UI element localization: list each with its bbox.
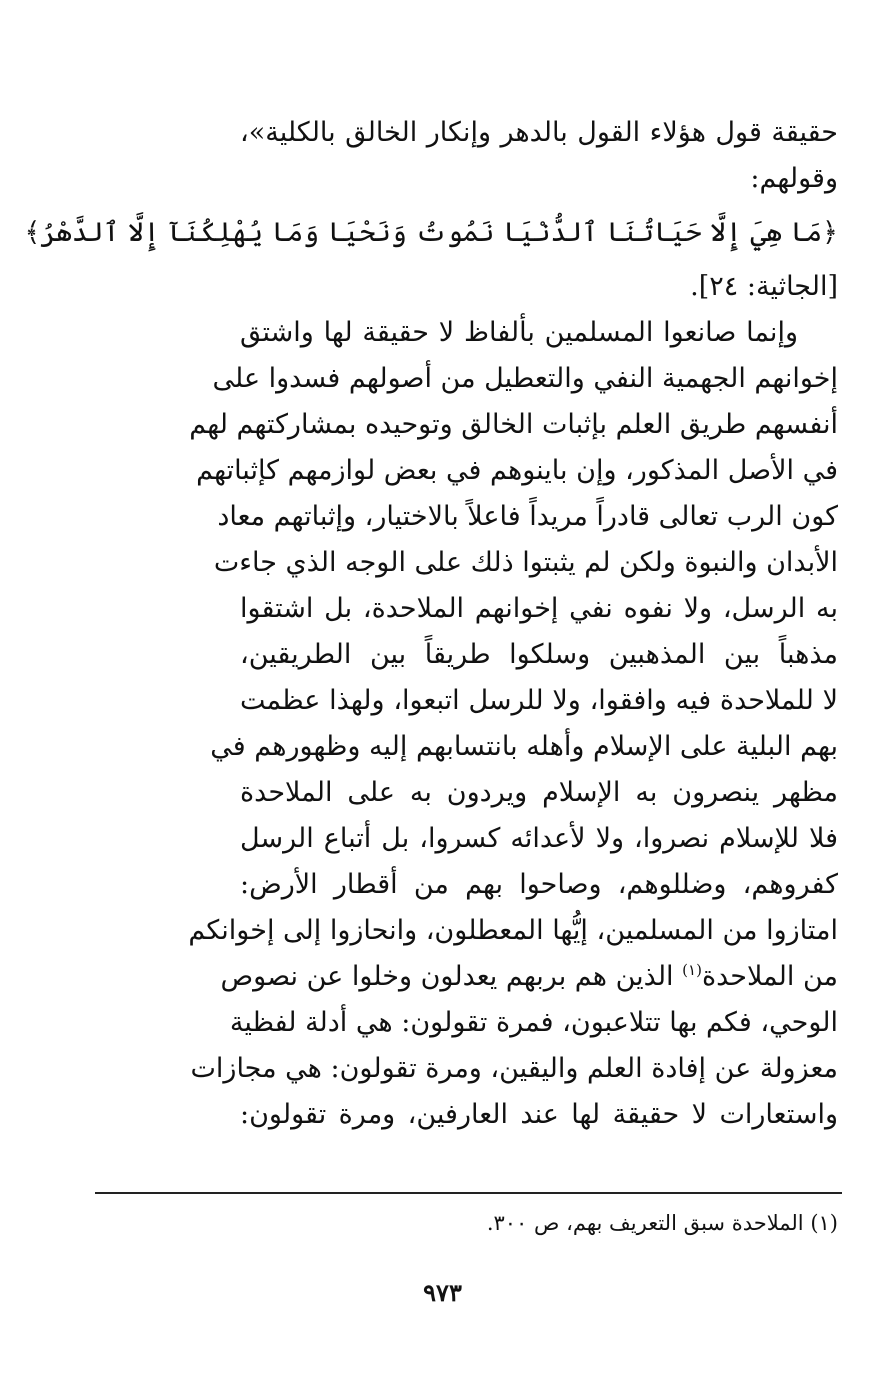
text-line: معزولة عن إفادة العلم واليقين، ومرة تقولون: هي مجازات xyxy=(190,1053,838,1084)
text-line: به الرسل، ولا نفوه نفي إخوانهم الملاحدة، بل اشتقوا xyxy=(240,593,838,624)
text-line: الوحي، فكم بها تتلاعبون، فمرة تقولون: هي أدلة لفظية xyxy=(229,1007,838,1038)
page-number: ٩٧٣ xyxy=(423,1278,462,1307)
footnote-divider xyxy=(95,1192,842,1194)
verse-reference: [الجاثية: ٢٤]. xyxy=(690,271,838,302)
text-line: حقيقة قول هؤلاء القول بالدهر وإنكار الخالق بالكلية»، xyxy=(240,117,838,148)
text-line: لا للملاحدة فيه وافقوا، ولا للرسل اتبعوا، ولهذا عظمت xyxy=(240,685,838,716)
main-text-block xyxy=(24,110,838,1138)
text-line: وقولهم: xyxy=(750,163,838,194)
text-line: أنفسهم طريق العلم بإثبات الخالق وتوحيده بمشاركتهم لهم xyxy=(189,409,838,440)
text-line: إخوانهم الجهمية النفي والتعطيل من أصولهم فسدوا على xyxy=(212,363,838,394)
quran-verse: ﴿مَا هِيَ إِلَّا حَيَاتُنَا ٱلدُّنْيَا نَمُوتُ وَنَحْيَا وَمَا يُهْلِكُنَآ إِلَّا ٱلدَّهْرُ﴾ xyxy=(24,217,838,248)
text-line: في الأصل المذكور، وإن باينوهم في بعض لوازمهم كإثباتهم xyxy=(196,455,838,486)
footnote-marker: (١) xyxy=(682,961,702,979)
text-line: واستعارات لا حقيقة لها عند العارفين، ومرة تقولون: xyxy=(240,1099,838,1130)
text-segment: الذين هم بربهم يعدلون وخلوا عن نصوص xyxy=(220,961,674,992)
text-line-with-footnote xyxy=(220,954,838,1000)
text-segment: من الملاحدة xyxy=(701,961,838,992)
text-line: الأبدان والنبوة ولكن لم يثبتوا ذلك على الوجه الذي جاءت xyxy=(213,547,838,578)
text-line: فلا للإسلام نصروا، ولا لأعدائه كسروا، بل أتباع الرسل xyxy=(240,823,838,854)
text-line: امتازوا من المسلمين، إيُّها المعطلون، وانحازوا إلى إخوانكم xyxy=(188,915,838,946)
text-line: مظهر ينصرون به الإسلام ويردون به على الملاحدة xyxy=(240,777,838,808)
text-line: كفروهم، وضللوهم، وصاحوا بهم من أقطار الأرض: xyxy=(240,869,838,900)
text-line: وإنما صانعوا المسلمين بألفاظ لا حقيقة لها واشتق xyxy=(240,317,798,348)
text-line: كون الرب تعالى قادراً مريداً فاعلاً بالاختيار، وإثباتهم معاد xyxy=(217,501,838,532)
text-line: بهم البلية على الإسلام وأهله بانتسابهم إليه وظهورهم في xyxy=(210,731,838,762)
footnote-text: الملاحدة سبق التعريف بهم، ص ٣٠٠. xyxy=(486,1211,804,1235)
text-line: مذهباً بين المذهبين وسلكوا طريقاً بين الطريقين، xyxy=(240,639,838,670)
footnote-number: (١) xyxy=(810,1211,838,1235)
footnote xyxy=(240,1205,838,1241)
